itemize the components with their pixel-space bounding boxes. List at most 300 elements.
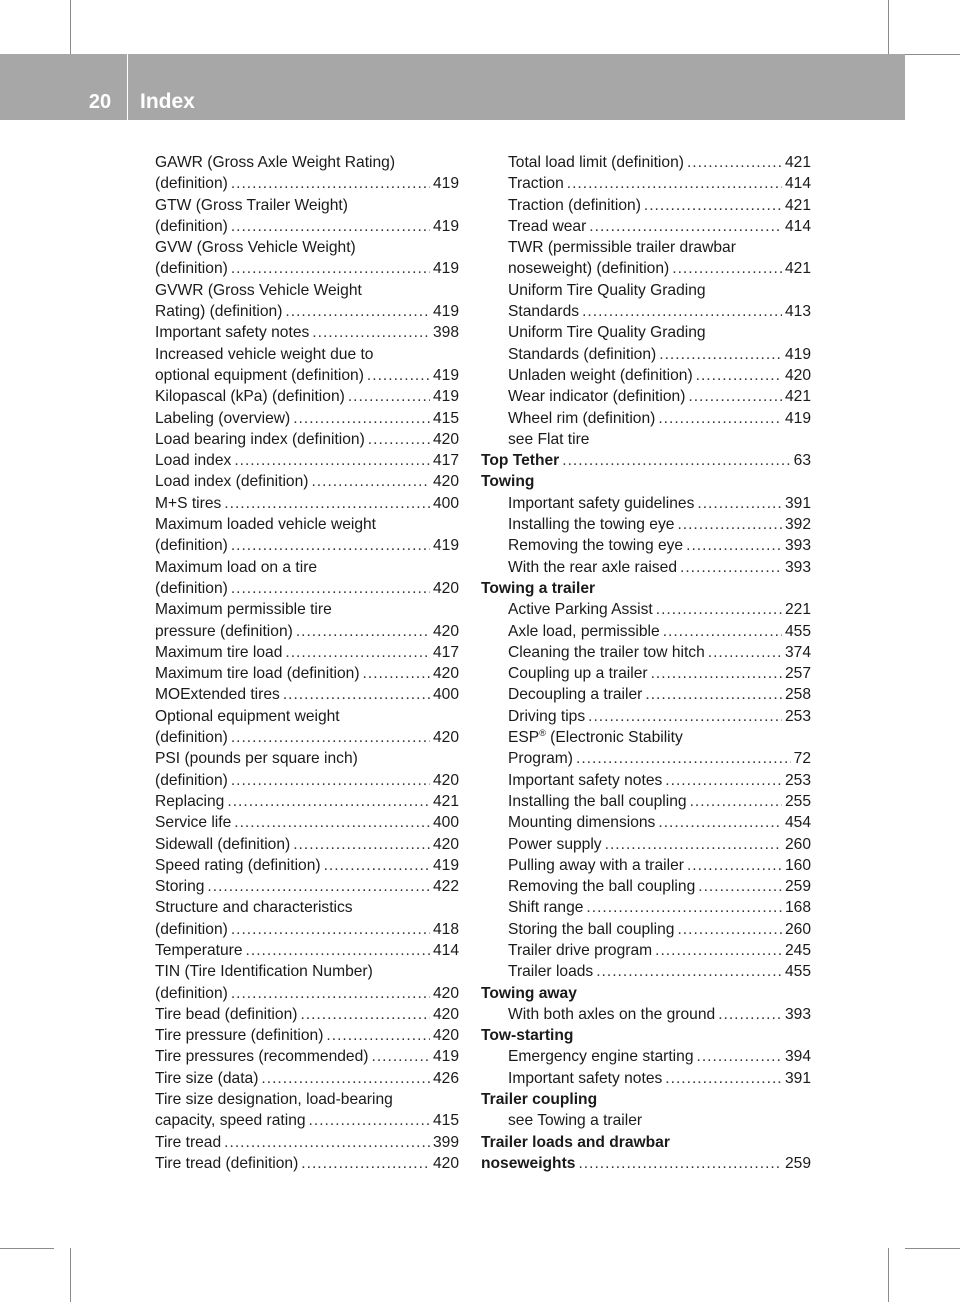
entry-term: ESP xyxy=(508,729,540,747)
entry-term: Total load limit (definition) xyxy=(508,154,684,171)
entry-page-number: 394 xyxy=(784,1048,811,1066)
index-entry[interactable] xyxy=(481,152,811,173)
entry-term: Tire size (data) xyxy=(155,1069,259,1087)
dot-leader xyxy=(326,1025,430,1046)
index-entry[interactable] xyxy=(155,216,459,237)
index-entry[interactable] xyxy=(155,1025,459,1046)
entry-term: noseweight) (definition) xyxy=(508,260,670,278)
dot-leader xyxy=(300,1004,430,1025)
entry-page-number: 420 xyxy=(432,1005,459,1023)
entry-page-number: 420 xyxy=(432,579,459,597)
index-heading: Towing xyxy=(481,473,535,491)
entry-term: (definition) xyxy=(155,771,228,789)
dot-leader xyxy=(658,812,782,833)
entry-term: Tire tread (definition) xyxy=(155,1154,299,1172)
entry-term: Driving tips xyxy=(508,707,586,725)
entry-term: Speed rating (definition) xyxy=(155,856,321,874)
entry-term: Standards xyxy=(508,303,580,321)
index-entry-line: GVWR (Gross Vehicle Weight xyxy=(155,281,362,299)
entry-page-number: 392 xyxy=(784,516,811,534)
dot-leader xyxy=(672,258,782,279)
dot-leader xyxy=(697,1046,782,1067)
index-entry[interactable] xyxy=(155,919,459,940)
dot-leader xyxy=(659,344,782,365)
index-heading: Trailer coupling xyxy=(481,1091,598,1109)
entry-term: Important safety notes xyxy=(508,1069,663,1087)
dot-leader xyxy=(231,770,430,791)
dot-leader xyxy=(586,897,782,918)
entry-term: Removing the towing eye xyxy=(508,537,684,555)
index-column-left xyxy=(155,152,459,1174)
entry-term: Traction xyxy=(508,175,564,193)
entry-term: Load index xyxy=(155,452,232,470)
dot-leader xyxy=(656,599,782,620)
entry-term: Installing the ball coupling xyxy=(508,792,687,810)
entry-page-number: 400 xyxy=(432,686,459,704)
entry-term: Emergency engine starting xyxy=(508,1048,694,1066)
dot-leader xyxy=(697,493,782,514)
entry-page-number: 391 xyxy=(784,1069,811,1087)
dot-leader xyxy=(686,535,782,556)
index-entry[interactable] xyxy=(481,1046,811,1067)
entry-term: Important safety notes xyxy=(508,771,663,789)
entry-page-number: 245 xyxy=(784,941,811,959)
index-entry-line: GVW (Gross Vehicle Weight) xyxy=(155,239,356,257)
index-entry[interactable] xyxy=(155,727,459,748)
index-entry[interactable] xyxy=(155,471,459,492)
entry-page-number: 253 xyxy=(784,707,811,725)
index-entry[interactable] xyxy=(155,940,459,961)
index-entry-line: Maximum loaded vehicle weight xyxy=(155,516,377,534)
index-entry[interactable] xyxy=(481,514,811,535)
dot-leader xyxy=(589,216,782,237)
entry-term: Tire pressure (definition) xyxy=(155,1027,324,1045)
index-entry[interactable] xyxy=(155,621,459,642)
index-entry[interactable] xyxy=(481,748,811,769)
index-entry[interactable] xyxy=(481,961,811,982)
index-entry[interactable] xyxy=(155,322,459,343)
entry-term: Load index (definition) xyxy=(155,473,309,491)
entry-term: (definition) xyxy=(155,729,228,747)
index-entry[interactable] xyxy=(481,195,811,216)
entry-term: Replacing xyxy=(155,792,225,810)
dot-leader xyxy=(312,322,430,343)
entry-term: Service life xyxy=(155,814,232,832)
index-entry[interactable] xyxy=(155,1068,459,1089)
index-entry[interactable] xyxy=(481,557,811,578)
entry-page-number: 454 xyxy=(784,814,811,832)
index-entry[interactable] xyxy=(155,1004,459,1025)
index-entry[interactable] xyxy=(481,812,811,833)
index-entry[interactable] xyxy=(155,812,459,833)
dot-leader xyxy=(224,1132,430,1153)
entry-page-number: 417 xyxy=(432,643,459,661)
page-number: 20 xyxy=(88,91,112,113)
entry-page-number: 160 xyxy=(784,856,811,874)
entry-term: (definition) xyxy=(155,920,228,938)
entry-page-number: 259 xyxy=(784,878,811,896)
entry-page-number: 419 xyxy=(432,1048,459,1066)
index-entry[interactable] xyxy=(155,684,459,705)
dot-leader xyxy=(285,301,430,322)
entry-page-number: 420 xyxy=(432,984,459,1002)
index-entry[interactable] xyxy=(155,450,459,471)
entry-term: Important safety guidelines xyxy=(508,494,695,512)
index-entry[interactable] xyxy=(155,834,459,855)
entry-term: Tire pressures (recommended) xyxy=(155,1048,369,1066)
entry-term: Decoupling a trailer xyxy=(508,686,643,704)
entry-page-number: 399 xyxy=(432,1133,459,1151)
registered-mark: ® xyxy=(539,728,546,739)
index-entry[interactable] xyxy=(155,642,459,663)
index-entry[interactable] xyxy=(481,770,811,791)
index-entry[interactable] xyxy=(155,493,459,514)
index-entry[interactable] xyxy=(155,365,459,386)
dot-leader xyxy=(596,961,782,982)
entry-term: Maximum tire load (definition) xyxy=(155,665,360,683)
index-entry[interactable] xyxy=(481,663,811,684)
dot-leader xyxy=(231,216,430,237)
dot-leader xyxy=(367,365,430,386)
entry-page-number: 426 xyxy=(432,1069,459,1087)
crop-mark xyxy=(70,1248,71,1302)
index-entry-line: Increased vehicle weight due to xyxy=(155,345,374,363)
entry-term: With both axles on the ground xyxy=(508,1005,716,1023)
entry-term: Standards (definition) xyxy=(508,345,657,363)
entry-page-number: 168 xyxy=(784,899,811,917)
entry-term: Removing the ball coupling xyxy=(508,878,696,896)
index-entry[interactable] xyxy=(481,897,811,918)
dot-leader xyxy=(348,386,430,407)
index-entry[interactable] xyxy=(481,216,811,237)
entry-term: Trailer loads xyxy=(508,963,594,981)
entry-page-number: 419 xyxy=(432,388,459,406)
index-entry[interactable] xyxy=(481,450,811,471)
entry-term: Important safety notes xyxy=(155,324,310,342)
index-entry[interactable] xyxy=(155,1046,459,1067)
dot-leader xyxy=(578,1153,782,1174)
index-entry[interactable] xyxy=(481,791,811,812)
dot-leader xyxy=(368,429,430,450)
index-heading: Trailer loads and drawbar xyxy=(481,1133,670,1151)
entry-term: (definition) xyxy=(155,217,228,235)
index-entry[interactable] xyxy=(481,365,811,386)
entry-term: Traction (definition) xyxy=(508,196,641,214)
dot-leader xyxy=(605,834,782,855)
entry-page-number: 421 xyxy=(784,260,811,278)
entry-term: Trailer drive program xyxy=(508,941,653,959)
index-entry-line: PSI (pounds per square inch) xyxy=(155,750,358,768)
entry-page-number: 419 xyxy=(784,409,811,427)
dot-leader xyxy=(651,663,782,684)
dot-leader xyxy=(677,514,782,535)
entry-term: MOExtended tires xyxy=(155,686,280,704)
dot-leader xyxy=(231,535,430,556)
index-entry-line xyxy=(481,727,811,748)
entry-term: Storing the ball coupling xyxy=(508,920,675,938)
entry-term: Tire bead (definition) xyxy=(155,1005,298,1023)
index-entry-line: GAWR (Gross Axle Weight Rating) xyxy=(155,154,396,171)
dot-leader xyxy=(718,1004,782,1025)
index-entry[interactable] xyxy=(481,855,811,876)
index-entry[interactable] xyxy=(481,386,811,407)
index-entry[interactable] xyxy=(155,770,459,791)
index-entry-line: TWR (permissible trailer drawbar xyxy=(508,239,736,257)
entry-term: Temperature xyxy=(155,941,243,959)
crop-mark xyxy=(888,0,889,54)
dot-leader xyxy=(231,727,430,748)
entry-term: (definition) xyxy=(155,260,228,278)
entry-page-number: 260 xyxy=(784,920,811,938)
index-entry[interactable] xyxy=(155,258,459,279)
index-entry[interactable] xyxy=(155,535,459,556)
dot-leader xyxy=(688,386,782,407)
index-entry-line: see Flat tire xyxy=(508,430,590,448)
dot-leader xyxy=(665,770,782,791)
entry-term: Top Tether xyxy=(481,452,560,470)
entry-page-number: 400 xyxy=(432,814,459,832)
index-entry[interactable] xyxy=(155,301,459,322)
index-entry[interactable] xyxy=(481,876,811,897)
dot-leader xyxy=(301,1153,430,1174)
entry-page-number: 420 xyxy=(432,729,459,747)
index-entry[interactable] xyxy=(155,1132,459,1153)
entry-term: Rating) (definition) xyxy=(155,303,283,321)
entry-term: Load bearing index (definition) xyxy=(155,430,365,448)
index-entry[interactable] xyxy=(481,599,811,620)
dot-leader xyxy=(690,791,782,812)
entry-page-number: 419 xyxy=(432,303,459,321)
dot-leader xyxy=(231,578,430,599)
index-column-right xyxy=(481,152,811,1174)
entry-page-number: 419 xyxy=(432,175,459,193)
entry-page-number: 253 xyxy=(784,771,811,789)
dot-leader xyxy=(645,684,782,705)
entry-page-number: 257 xyxy=(784,665,811,683)
dot-leader xyxy=(655,940,782,961)
dot-leader xyxy=(293,408,430,429)
dot-leader xyxy=(665,1068,782,1089)
index-entry[interactable] xyxy=(481,493,811,514)
entry-term: Maximum tire load xyxy=(155,643,283,661)
entry-page-number: 455 xyxy=(784,622,811,640)
entry-page-number: 419 xyxy=(432,260,459,278)
dot-leader xyxy=(363,663,430,684)
dot-leader xyxy=(680,557,782,578)
crop-mark xyxy=(0,1248,54,1249)
entry-term: Tread wear xyxy=(508,217,587,235)
dot-leader xyxy=(324,855,430,876)
entry-term: Unladen weight (definition) xyxy=(508,366,693,384)
index-entry-line: Structure and characteristics xyxy=(155,899,353,917)
entry-page-number: 393 xyxy=(784,1005,811,1023)
index-entry[interactable] xyxy=(481,919,811,940)
index-entry-line: TIN (Tire Identification Number) xyxy=(155,963,373,981)
index-entry[interactable] xyxy=(481,940,811,961)
entry-term: Program) xyxy=(508,750,573,768)
entry-page-number: 420 xyxy=(784,366,811,384)
entry-page-number: 421 xyxy=(784,196,811,214)
crop-mark xyxy=(888,1248,889,1302)
index-entry[interactable] xyxy=(155,791,459,812)
dot-leader xyxy=(231,258,430,279)
index-entry[interactable] xyxy=(481,173,811,194)
index-entry[interactable] xyxy=(481,1068,811,1089)
entry-term: Kilopascal (kPa) (definition) xyxy=(155,388,345,406)
dot-leader xyxy=(227,791,430,812)
entry-page-number: 421 xyxy=(784,388,811,406)
dot-leader xyxy=(293,834,430,855)
entry-page-number: 393 xyxy=(784,558,811,576)
index-heading: Tow-starting xyxy=(481,1027,574,1045)
entry-term: optional equipment (definition) xyxy=(155,366,364,384)
entry-term: Coupling up a trailer xyxy=(508,665,648,683)
crop-mark xyxy=(905,1248,960,1249)
entry-page-number: 455 xyxy=(784,963,811,981)
dot-leader xyxy=(677,919,782,940)
index-entry[interactable] xyxy=(481,642,811,663)
crop-mark xyxy=(905,54,960,55)
page-header-bar xyxy=(0,54,905,120)
entry-page-number: 420 xyxy=(432,1027,459,1045)
entry-page-number: 420 xyxy=(432,430,459,448)
dot-leader xyxy=(687,152,782,173)
index-entry[interactable] xyxy=(155,408,459,429)
entry-page-number: 391 xyxy=(784,494,811,512)
entry-page-number: 420 xyxy=(432,473,459,491)
entry-page-number: 259 xyxy=(784,1154,811,1172)
index-entry[interactable] xyxy=(481,834,811,855)
entry-term: M+S tires xyxy=(155,494,222,512)
index-entry[interactable] xyxy=(481,1004,811,1025)
entry-term: Shift range xyxy=(508,899,584,917)
entry-page-number: 419 xyxy=(432,537,459,555)
index-entry[interactable] xyxy=(481,535,811,556)
index-entry-line: GTW (Gross Trailer Weight) xyxy=(155,196,348,214)
dot-leader xyxy=(296,621,430,642)
entry-term: Wear indicator (definition) xyxy=(508,388,686,406)
crop-mark xyxy=(70,0,71,54)
dot-leader xyxy=(231,983,430,1004)
dot-leader xyxy=(698,876,782,897)
dot-leader xyxy=(696,365,782,386)
entry-term: Active Parking Assist xyxy=(508,601,653,619)
entry-page-number: 420 xyxy=(432,622,459,640)
entry-term: pressure (definition) xyxy=(155,622,293,640)
index-entry[interactable] xyxy=(481,301,811,322)
entry-page-number: 421 xyxy=(432,792,459,810)
dot-leader xyxy=(658,408,782,429)
dot-leader xyxy=(283,684,430,705)
index-heading: Towing a trailer xyxy=(481,579,596,597)
entry-page-number: 393 xyxy=(784,537,811,555)
index-entry[interactable] xyxy=(481,706,811,727)
entry-page-number: 400 xyxy=(432,494,459,512)
index-entry-line: Uniform Tire Quality Grading xyxy=(508,281,706,299)
entry-page-number: 419 xyxy=(432,856,459,874)
dot-leader xyxy=(371,1046,429,1067)
index-entry[interactable] xyxy=(155,663,459,684)
dot-leader xyxy=(261,1068,430,1089)
entry-page-number: 415 xyxy=(432,409,459,427)
entry-term: (definition) xyxy=(155,537,228,555)
entry-term: Power supply xyxy=(508,835,602,853)
entry-term: Storing xyxy=(155,878,205,896)
entry-page-number: 414 xyxy=(784,175,811,193)
entry-page-number: 419 xyxy=(432,217,459,235)
entry-term: With the rear axle raised xyxy=(508,558,678,576)
index-entry[interactable] xyxy=(155,429,459,450)
entry-page-number: 422 xyxy=(432,878,459,896)
index-entry[interactable] xyxy=(481,408,811,429)
entry-term: Tire tread xyxy=(155,1133,222,1151)
dot-leader xyxy=(207,876,430,897)
index-entry[interactable] xyxy=(155,983,459,1004)
entry-term: (definition) xyxy=(155,984,228,1002)
index-entry-line: Maximum load on a tire xyxy=(155,558,318,576)
entry-term: (definition) xyxy=(155,175,228,193)
entry-page-number: 420 xyxy=(432,665,459,683)
entry-page-number: 418 xyxy=(432,920,459,938)
dot-leader xyxy=(224,493,430,514)
dot-leader xyxy=(588,706,782,727)
entry-term: capacity, speed rating xyxy=(155,1112,306,1130)
entry-page-number: 221 xyxy=(784,601,811,619)
index-entry[interactable] xyxy=(155,876,459,897)
entry-page-number: 374 xyxy=(784,643,811,661)
index-entry[interactable] xyxy=(481,344,811,365)
entry-term: Mounting dimensions xyxy=(508,814,656,832)
section-title: Index xyxy=(140,90,195,113)
index-entry[interactable] xyxy=(155,1153,459,1174)
entry-term: Sidewall (definition) xyxy=(155,835,291,853)
entry-term: noseweights xyxy=(481,1154,576,1172)
dot-leader xyxy=(311,471,430,492)
index-entry[interactable] xyxy=(481,621,811,642)
index-entry[interactable] xyxy=(155,578,459,599)
entry-page-number: 417 xyxy=(432,452,459,470)
dot-leader xyxy=(562,450,790,471)
entry-term: Cleaning the trailer tow hitch xyxy=(508,643,705,661)
index-entry-line: see Towing a trailer xyxy=(508,1112,643,1130)
dot-leader xyxy=(663,621,782,642)
dot-leader xyxy=(576,748,791,769)
dot-leader xyxy=(246,940,430,961)
index-entry[interactable] xyxy=(155,855,459,876)
dot-leader xyxy=(234,450,430,471)
entry-page-number: 420 xyxy=(432,771,459,789)
entry-page-number: 63 xyxy=(793,452,811,470)
index-entry-line: Maximum permissible tire xyxy=(155,601,332,619)
entry-page-number: 255 xyxy=(784,792,811,810)
index-entry[interactable] xyxy=(481,258,811,279)
entry-page-number: 420 xyxy=(432,835,459,853)
index-entry[interactable] xyxy=(481,684,811,705)
entry-term: Installing the towing eye xyxy=(508,516,675,534)
entry-term: Wheel rim (definition) xyxy=(508,409,656,427)
index-entry-line: Uniform Tire Quality Grading xyxy=(508,324,706,342)
index-entry[interactable] xyxy=(155,386,459,407)
dot-leader xyxy=(708,642,782,663)
entry-page-number: 258 xyxy=(784,686,811,704)
index-entry[interactable] xyxy=(155,173,459,194)
dot-leader xyxy=(644,195,782,216)
index-entry[interactable] xyxy=(481,1153,811,1174)
entry-page-number: 415 xyxy=(432,1112,459,1130)
index-entry[interactable] xyxy=(155,1110,459,1131)
dot-leader xyxy=(231,919,430,940)
entry-page-number: 414 xyxy=(784,217,811,235)
